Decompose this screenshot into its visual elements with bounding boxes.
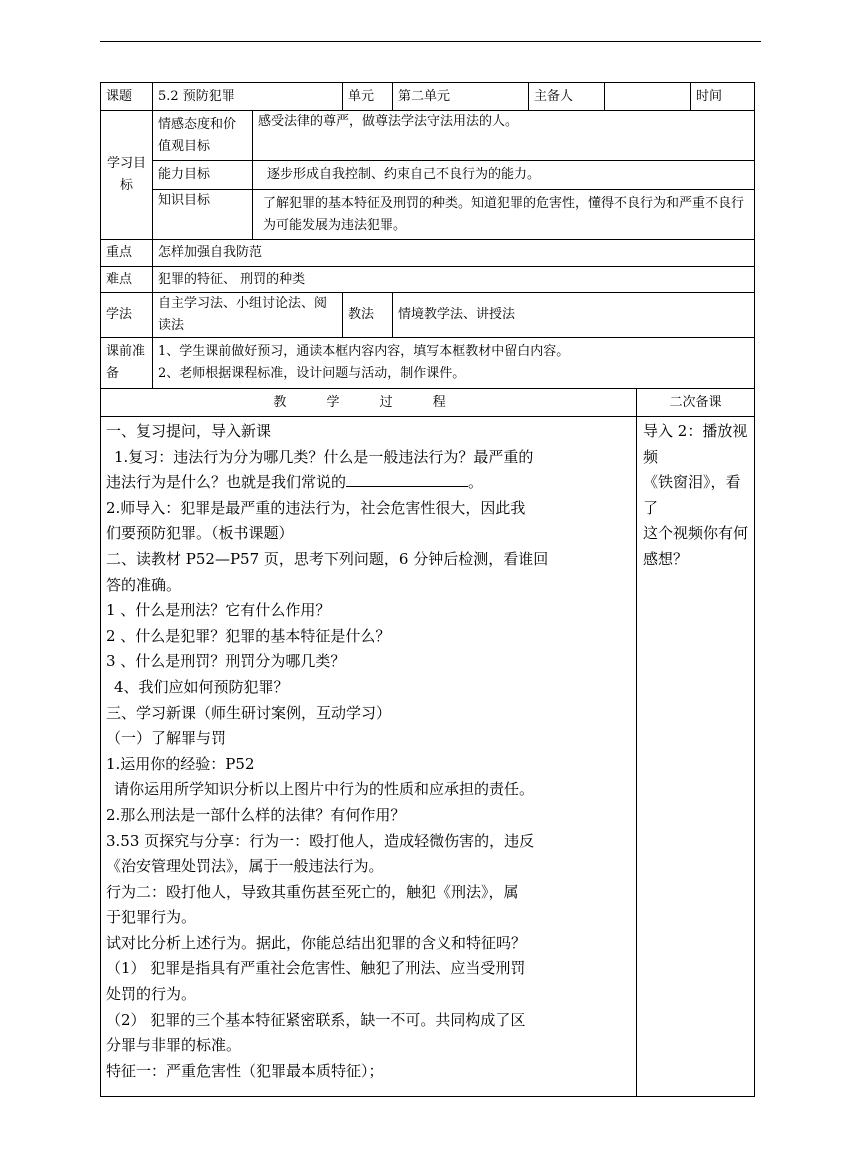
process-line: 请你运用所学知识分析以上图片中行为的性质和应承担的责任。 [114,780,535,799]
time-label: 时间 [691,83,755,111]
process-line: 答的准确。 [106,575,182,594]
side-line: 导入 2：播放视频 [643,422,748,466]
focus-label: 重点 [101,240,153,267]
preclass-content [153,338,755,389]
process-line: 1.运用你的经验：P52 [106,754,255,773]
process-line: （2） 犯罪的三个基本特征紧密联系，缺一不可。共同构成了区 [106,1010,526,1029]
teach-method-label: 教法 [343,293,393,338]
difficulty-label: 难点 [101,267,153,293]
process-line: 行为二：殴打他人，导致其重伤甚至死亡的，触犯《刑法》，属 [106,882,519,901]
course-label: 课题 [101,83,153,111]
objective-name-emotion: 情感态度和价值观目标 [153,111,253,161]
focus-value: 怎样加强自我防范 [153,240,755,267]
process-line: 分罪与非罪的标准。 [106,1036,242,1055]
process-line: 《治安管理处罚法》，属于一般违法行为。 [106,857,384,876]
process-title: 教 学 过 程 [101,389,637,417]
preclass-label: 课前准备 [101,338,153,389]
objective-name-knowledge: 知识目标 [153,190,253,240]
course-value: 5.2 预防犯罪 [153,83,343,111]
study-method-label: 学法 [101,293,153,338]
second-prep-title: 二次备课 [637,389,755,417]
fill-blank [346,472,468,487]
objective-name-ability: 能力目标 [153,161,253,190]
difficulty-value: 犯罪的特征、 刑罚的种类 [153,267,755,293]
process-line: （一）了解罪与罚 [106,729,227,748]
side-line: 这个视频你有何 [643,524,749,543]
process-line: （1） 犯罪是指具有严重社会危害性、触犯了刑法、应当受刑罚 [106,959,526,978]
process-line: 特征一：严重危害性（犯罪最本质特征）； [106,1061,384,1080]
process-line: 处罚的行为。 [106,985,197,1004]
second-prep-content [637,417,755,1097]
objectives-label: 学习目标 [101,111,153,240]
process-line: 3.53 页探究与分享：行为一：殴打他人，造成轻微伤害的，违反 [106,831,535,850]
header-rule [100,41,761,42]
process-line: 试对比分析上述行为。据此，你能总结出犯罪的含义和特征吗？ [106,933,527,952]
preparer-label: 主备人 [529,83,605,111]
process-line: 三、学习新课（师生研讨案例，互动学习） [106,703,392,722]
process-line: 于犯罪行为。 [106,908,197,927]
lesson-plan-table [100,82,755,1097]
process-line: 2.师导入：犯罪是最严重的违法行为，社会危害性很大，因此我 [106,498,526,517]
objective-text-ability: 逐步形成自我控制、约束自己不良行为的能力。 [253,161,755,190]
study-method-value: 自主学习法、小组讨论法、阅读法 [153,293,343,338]
objective-text-knowledge: 了解犯罪的基本特征及刑罚的种类。知道犯罪的危害性，懂得不良行为和严重不良行为可能发展为违法犯罪。 [253,190,755,240]
preparer-value [605,83,691,111]
process-line: 2 、什么是犯罪？犯罪的基本特征是什么？ [106,626,391,645]
unit-label: 单元 [343,83,393,111]
process-line: 一、复习提问，导入新课 [106,422,272,440]
side-line: 感想？ [643,549,689,568]
preclass-item: 2、老师根据课程标准，设计问题与活动，制作课件。 [158,366,466,381]
objective-text-emotion: 感受法律的尊严，做尊法学法守法用法的人。 [253,111,755,161]
teach-method-value: 情境教学法、讲授法 [393,293,755,338]
process-line: 二、读教材 P52—P57 页，思考下列问题，6 分钟后检测，看谁回 [106,549,549,568]
process-line: 2.那么刑法是一部什么样的法律？有何作用？ [106,805,406,824]
side-line: 《铁窗泪》，看了 [643,473,741,517]
process-line: 违法行为是什么？也就是我们常说的 。 [106,473,484,492]
process-content [101,417,637,1097]
process-line: 3 、什么是刑罚？刑罚分为哪几类？ [106,652,346,671]
process-line: 1.复习：违法行为分为哪几类？什么是一般违法行为？最严重的 [114,447,534,466]
process-line: 们要预防犯罪。（板书课题） [106,524,294,543]
unit-value: 第二单元 [393,83,529,111]
preclass-item: 1、学生课前做好预习，通读本框内容内容，填写本框教材中留白内容。 [158,344,570,359]
process-line: 4、我们应如何预防犯罪？ [114,677,289,696]
process-line: 1 、什么是刑法？它有什么作用？ [106,601,331,620]
